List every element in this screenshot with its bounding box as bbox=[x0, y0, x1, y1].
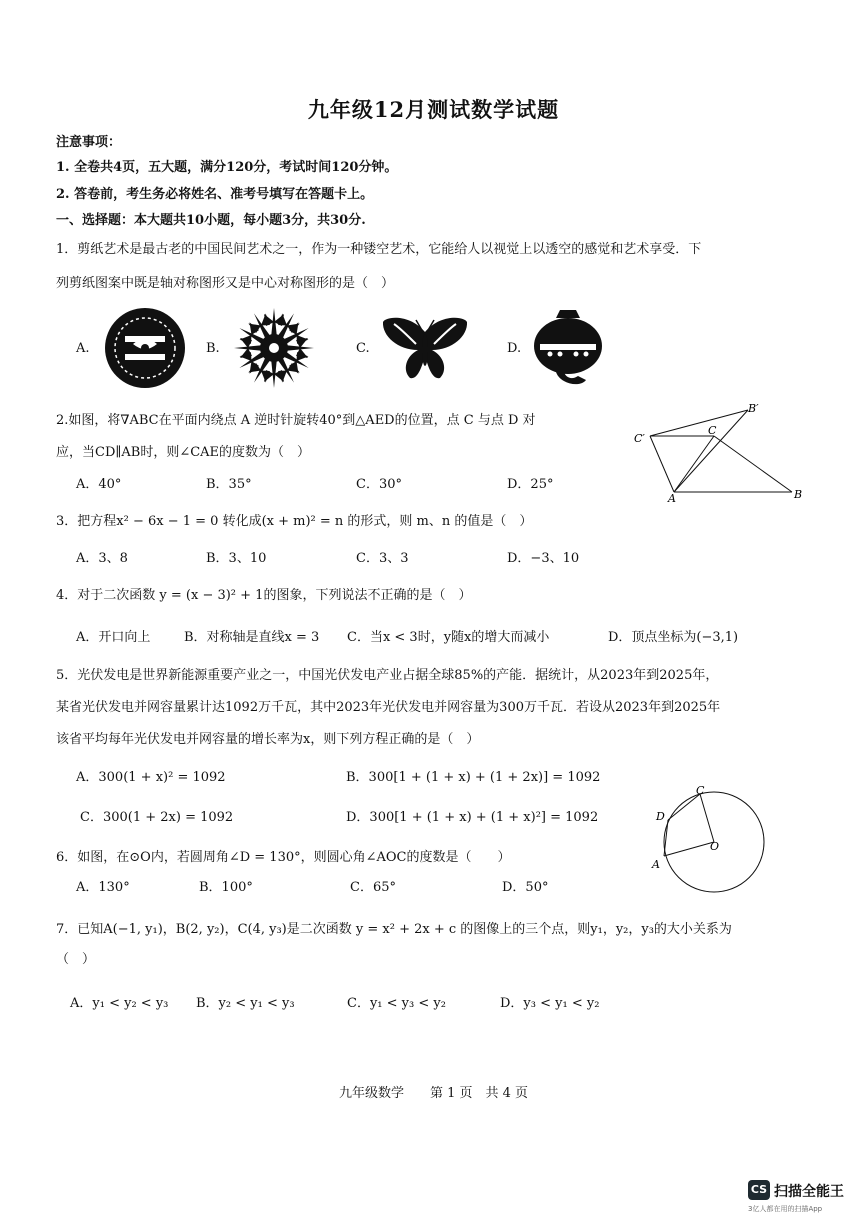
q7-option-a: A．y₁ < y₂ < y₃ bbox=[70, 996, 169, 1011]
page-title: 九年级12月测试数学试题 bbox=[307, 97, 560, 122]
q2-fig-label-c-prime: C′ bbox=[634, 432, 645, 445]
q2-option-c: C．30° bbox=[356, 477, 402, 492]
q5-stem-line2: 某省光伏发电并网容量累计达1092万千瓦，其中2023年光伏发电并网容量为300万千瓦．若设从2023年到2025年 bbox=[56, 700, 721, 715]
q4-option-b: B．对称轴是直线x = 3 bbox=[184, 630, 320, 645]
q2-fig-label-a: A bbox=[668, 492, 676, 502]
q5-stem-line3: 该省平均每年光伏发电并网容量的增长率为x，则下列方程正确的是（ ） bbox=[56, 732, 480, 747]
q2-stem-line1: 2.如图，将∇ABC在平面内绕点 A 逆时针旋转40°到△AED的位置，点 C 与点 D 对 bbox=[56, 413, 536, 428]
q4-option-c: C．当x < 3时，y随x的增大而减小 bbox=[347, 630, 550, 645]
q2-option-a: A．40° bbox=[76, 477, 122, 492]
section-heading: 一、选择题：本大题共10小题，每小题3分，共30分. bbox=[56, 213, 366, 228]
q3-stem: 3．把方程x² − 6x − 1 = 0 转化成(x + m)² = n 的形式，则 m、n 的值是（ ） bbox=[56, 514, 533, 529]
q4-stem: 4．对于二次函数 y = (x − 3)² + 1的图象，下列说法不正确的是（ ） bbox=[56, 588, 472, 603]
q7-option-b: B．y₂ < y₁ < y₃ bbox=[196, 996, 295, 1011]
q1-stem-line1: 1．剪纸艺术是最古老的中国民间艺术之一，作为一种镂空艺术，它能给人以视觉上以透空的感觉和艺术享受．下 bbox=[56, 242, 702, 257]
camscanner-name: 扫描全能王 bbox=[774, 1184, 844, 1200]
notice-item-1: 1. 全卷共4页，五大题，满分120分，考试时间120分钟。 bbox=[56, 160, 398, 175]
q6-fig-label-c: C bbox=[696, 784, 705, 797]
q6-option-c: C．65° bbox=[350, 880, 396, 895]
q2-fig-label-b: B bbox=[794, 488, 803, 501]
rotation-triangle-figure bbox=[630, 400, 810, 502]
q5-option-a: A．300(1 + x)² = 1092 bbox=[76, 770, 226, 785]
notice-heading: 注意事项： bbox=[56, 135, 122, 150]
camscanner-logo-icon: CS bbox=[748, 1180, 770, 1200]
q7-stem-line2: （ ） bbox=[56, 952, 96, 967]
snowflake-icon bbox=[230, 304, 318, 392]
papercut-circle-icon bbox=[103, 306, 187, 390]
q7-stem-line1: 7．已知A(−1, y₁)，B(2, y₂)，C(4, y₃)是二次函数 y = x² + 2x + c 的图像上的三个点，则y₁，y₂，y₃的大小关系为 bbox=[56, 922, 732, 937]
q1-stem-line2: 列剪纸图案中既是轴对称图形又是中心对称图形的是（ ） bbox=[56, 276, 395, 291]
q5-option-c: C．300(1 + 2x) = 1092 bbox=[80, 810, 234, 825]
q2-option-b: B．35° bbox=[206, 477, 252, 492]
q1-label-a: A. bbox=[76, 341, 90, 356]
q6-stem: 6．如图，在⊙O内，若圆周角∠D = 130°，则圆心角∠AOC的度数是（ ） bbox=[56, 850, 511, 865]
q5-option-d: D．300[1 + (1 + x) + (1 + x)²] = 1092 bbox=[346, 810, 599, 825]
q6-fig-label-a: A bbox=[652, 858, 660, 871]
q4-option-d: D．顶点坐标为(−3,1) bbox=[608, 630, 739, 645]
q6-fig-label-o: O bbox=[710, 840, 720, 853]
q6-option-a: A．130° bbox=[76, 880, 130, 895]
lantern-icon bbox=[530, 306, 606, 388]
q2-fig-label-b-prime: B′ bbox=[748, 402, 759, 415]
butterfly-icon bbox=[380, 312, 470, 384]
q3-option-a: A．3、8 bbox=[76, 551, 128, 566]
q1-label-d: D. bbox=[507, 341, 522, 356]
q2-stem-line2: 应，当CD∥AB时，则∠CAE的度数为（ ） bbox=[56, 445, 311, 460]
q4-option-a: A．开口向上 bbox=[76, 630, 151, 645]
q6-option-b: B．100° bbox=[199, 880, 253, 895]
page-footer: 九年级数学 第 1 页 共 4 页 bbox=[338, 1086, 529, 1101]
q2-option-d: D．25° bbox=[507, 477, 554, 492]
q3-option-c: C．3、3 bbox=[356, 551, 409, 566]
q6-option-d: D．50° bbox=[502, 880, 549, 895]
notice-item-2: 2. 答卷前，考生务必将姓名、准考号填写在答题卡上。 bbox=[56, 187, 374, 202]
camscanner-tagline: 3亿人都在用的扫描App bbox=[748, 1205, 823, 1213]
q5-option-b: B．300[1 + (1 + x) + (1 + 2x)] = 1092 bbox=[346, 770, 601, 785]
q3-option-b: B．3、10 bbox=[206, 551, 267, 566]
q5-stem-line1: 5．光伏发电是世界新能源重要产业之一，中国光伏发电产业占据全球85%的产能．据统计，从2023年到2025年， bbox=[56, 668, 719, 683]
q7-option-d: D．y₃ < y₁ < y₂ bbox=[500, 996, 600, 1011]
q7-option-c: C．y₁ < y₃ < y₂ bbox=[347, 996, 446, 1011]
q2-fig-label-c: C bbox=[708, 424, 717, 437]
q3-option-d: D．−3、10 bbox=[507, 551, 580, 566]
circle-angle-figure bbox=[646, 782, 768, 896]
q6-fig-label-d: D bbox=[656, 810, 665, 823]
q1-label-b: B. bbox=[206, 341, 220, 356]
q1-label-c: C. bbox=[356, 341, 370, 356]
